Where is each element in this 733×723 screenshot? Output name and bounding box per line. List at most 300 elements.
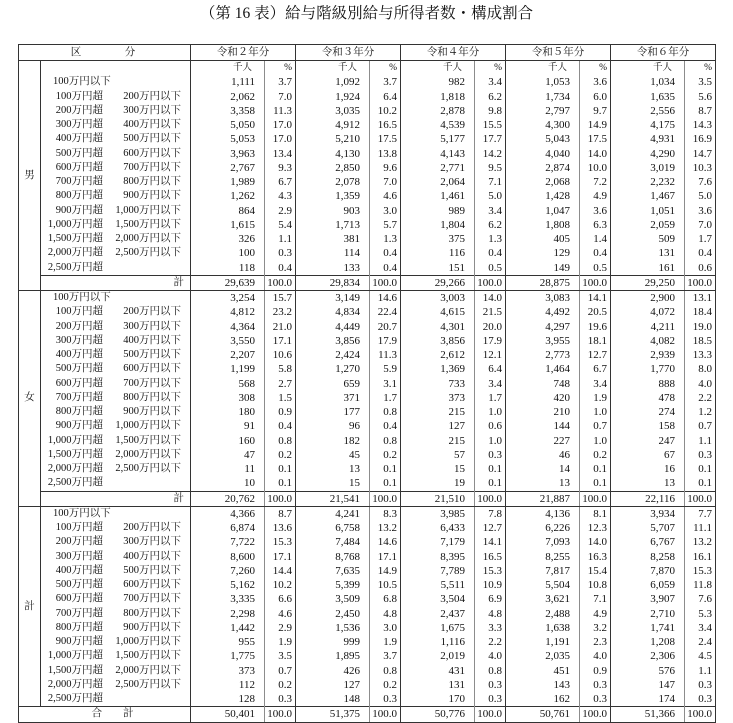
percent-cell: 0.9	[265, 405, 296, 419]
year-header: 令和３年分	[296, 45, 401, 61]
table-title: （第 16 表）給与階級別給与所得者数・構成割合	[199, 5, 534, 22]
percent-cell: 5.0	[475, 189, 506, 203]
percent-cell: 1.7	[685, 232, 716, 246]
bracket-label	[41, 448, 191, 462]
count-cell: 274	[611, 405, 685, 419]
subtotal-label: 計	[41, 275, 191, 290]
percent-cell: 0.1	[265, 476, 296, 491]
bracket-lower: 100万円超	[55, 306, 103, 318]
count-cell: 2,068	[506, 175, 580, 189]
percent-cell: 6.4	[370, 90, 401, 104]
percent-cell: 6.0	[580, 90, 611, 104]
count-cell: 568	[191, 377, 265, 391]
percent-cell: 3.4	[475, 75, 506, 89]
percent-cell: 13.8	[370, 147, 401, 161]
table-row	[19, 218, 716, 232]
percent-cell: 16.1	[685, 550, 716, 564]
count-cell: 371	[296, 391, 370, 405]
count-cell: 3,504	[401, 592, 475, 606]
bracket-lower: 400万円超	[55, 564, 103, 576]
count-cell: 6,226	[506, 521, 580, 535]
percent-cell: 2.2	[685, 391, 716, 405]
count-cell: 6,059	[611, 578, 685, 592]
count-cell: 373	[401, 391, 475, 405]
percent-cell: 16.5	[475, 550, 506, 564]
percent-cell: 1.5	[265, 391, 296, 405]
count-cell: 46	[506, 448, 580, 462]
percent-cell: 14.2	[475, 147, 506, 161]
bracket-label-wrap	[43, 622, 190, 634]
percent-cell: 1.0	[475, 405, 506, 419]
percent-cell: 5.0	[685, 189, 716, 203]
count-cell: 4,072	[611, 305, 685, 319]
bracket-lower: 2,000万円超	[47, 463, 103, 475]
percent-cell: 23.2	[265, 305, 296, 319]
bracket-label	[41, 564, 191, 578]
count-cell: 1,191	[506, 635, 580, 649]
percent-cell: 10.2	[370, 104, 401, 118]
subtotal-percent-cell: 100.0	[685, 491, 716, 506]
bracket-label	[41, 161, 191, 175]
bracket-label-wrap	[43, 233, 190, 245]
percent-cell: 7.6	[685, 175, 716, 189]
percent-cell: 6.6	[265, 592, 296, 606]
percent-cell: 4.6	[265, 607, 296, 621]
count-cell: 57	[401, 448, 475, 462]
count-cell: 4,040	[506, 147, 580, 161]
section-label: 計	[19, 506, 41, 707]
percent-cell: 0.7	[580, 419, 611, 433]
bracket-lower: 300万円超	[55, 334, 103, 346]
table-row	[19, 147, 716, 161]
count-cell: 15	[296, 476, 370, 491]
percent-cell: 1.1	[685, 434, 716, 448]
count-cell: 170	[401, 692, 475, 707]
subtotal-count-cell: 21,887	[506, 491, 580, 506]
count-cell: 161	[611, 261, 685, 276]
percent-cell: 1.1	[265, 232, 296, 246]
bracket-label	[41, 348, 191, 362]
bracket-label	[41, 621, 191, 635]
bracket-upper: 400万円以下	[123, 119, 181, 131]
percent-cell: 6.3	[580, 218, 611, 232]
percent-cell: 18.5	[685, 334, 716, 348]
count-cell: 3,856	[296, 334, 370, 348]
count-cell: 3,035	[296, 104, 370, 118]
count-cell: 7,722	[191, 535, 265, 549]
count-cell: 3,621	[506, 592, 580, 606]
subtotal-percent-cell: 100.0	[580, 491, 611, 506]
percent-cell: 0.8	[265, 434, 296, 448]
salary-bracket-table	[18, 44, 716, 723]
percent-cell: 2.7	[265, 377, 296, 391]
percent-cell: 4.9	[580, 189, 611, 203]
subtotal-percent-cell: 100.0	[265, 707, 296, 722]
count-cell: 4,364	[191, 320, 265, 334]
count-cell: 1,638	[506, 621, 580, 635]
subtotal-count-cell: 50,401	[191, 707, 265, 722]
count-cell: 3,509	[296, 592, 370, 606]
subtotal-label: 計	[41, 491, 191, 506]
percent-cell: 9.6	[370, 161, 401, 175]
count-cell: 8,395	[401, 550, 475, 564]
bracket-label-wrap	[43, 679, 190, 691]
bracket-upper: 700万円以下	[123, 377, 181, 389]
count-cell: 2,612	[401, 348, 475, 362]
percent-cell: 20.5	[580, 305, 611, 319]
count-cell: 2,850	[296, 161, 370, 175]
table-row	[19, 334, 716, 348]
percent-cell: 4.0	[685, 377, 716, 391]
bracket-upper: 500万円以下	[123, 564, 181, 576]
table-row	[19, 320, 716, 334]
count-cell: 2,306	[611, 649, 685, 663]
count-cell: 375	[401, 232, 475, 246]
bracket-label-wrap	[43, 636, 190, 648]
count-cell: 7,789	[401, 564, 475, 578]
bracket-label	[41, 607, 191, 621]
bracket-label-wrap	[43, 551, 190, 563]
percent-cell: 7.8	[475, 506, 506, 521]
bracket-label	[41, 218, 191, 232]
percent-cell: 15.3	[685, 564, 716, 578]
bracket-upper: 2,000万円以下	[115, 448, 181, 460]
bracket-lower: 1,000万円超	[47, 650, 103, 662]
count-cell: 955	[191, 635, 265, 649]
count-cell: 405	[506, 232, 580, 246]
year-header: 令和４年分	[401, 45, 506, 61]
table-row	[19, 592, 716, 606]
percent-cell: 4.8	[370, 607, 401, 621]
bracket-label-wrap	[43, 650, 190, 662]
bracket-label-wrap	[43, 349, 190, 361]
count-cell: 2,710	[611, 607, 685, 621]
percent-cell: 0.1	[685, 462, 716, 476]
percent-cell: 6.7	[265, 175, 296, 189]
percent-cell: 11.3	[370, 348, 401, 362]
table-row	[19, 90, 716, 104]
subtotal-percent-cell: 100.0	[475, 275, 506, 290]
percent-cell: 0.4	[370, 261, 401, 276]
bracket-upper: 300万円以下	[123, 320, 181, 332]
count-cell: 3,003	[401, 291, 475, 306]
count-cell: 67	[611, 448, 685, 462]
bracket-upper: 200万円以下	[123, 306, 181, 318]
percent-cell: 17.7	[475, 132, 506, 146]
bracket-label	[41, 132, 191, 146]
count-cell: 1,199	[191, 362, 265, 376]
percent-cell: 0.4	[370, 419, 401, 433]
bracket-label-wrap	[43, 306, 190, 318]
bracket-upper: 2,000万円以下	[115, 233, 181, 245]
bracket-upper: 2,500万円以下	[115, 247, 181, 259]
count-cell: 227	[506, 434, 580, 448]
bracket-label-wrap	[43, 176, 190, 188]
bracket-label	[41, 189, 191, 203]
table-row	[19, 578, 716, 592]
bracket-label	[41, 175, 191, 189]
percent-cell: 17.1	[265, 334, 296, 348]
count-cell: 2,207	[191, 348, 265, 362]
bracket-lower: 100万円以下	[53, 507, 111, 519]
count-cell: 7,260	[191, 564, 265, 578]
count-cell: 1,051	[611, 204, 685, 218]
count-cell: 1,464	[506, 362, 580, 376]
percent-cell: 1.3	[370, 232, 401, 246]
count-cell: 308	[191, 391, 265, 405]
percent-cell: 0.3	[370, 692, 401, 707]
percent-cell: 3.5	[265, 649, 296, 663]
bracket-label	[41, 320, 191, 334]
bracket-label	[41, 305, 191, 319]
percent-cell: 6.8	[370, 592, 401, 606]
percent-cell: 0.7	[265, 664, 296, 678]
count-cell: 112	[191, 678, 265, 692]
percent-cell: 4.5	[685, 649, 716, 663]
count-cell: 2,059	[611, 218, 685, 232]
table-row	[19, 521, 716, 535]
count-cell: 2,767	[191, 161, 265, 175]
percent-cell: 3.4	[580, 377, 611, 391]
subtotal-percent-cell: 100.0	[265, 491, 296, 506]
count-cell: 1,047	[506, 204, 580, 218]
percent-cell: 0.2	[580, 448, 611, 462]
percent-cell: 0.1	[685, 476, 716, 491]
percent-cell: 0.3	[685, 448, 716, 462]
percent-cell: 4.3	[265, 189, 296, 203]
bracket-lower: 2,500万円超	[47, 477, 103, 489]
count-cell: 16	[611, 462, 685, 476]
percent-cell: 9.3	[265, 161, 296, 175]
bracket-label-wrap	[43, 162, 190, 174]
percent-cell: 0.4	[265, 419, 296, 433]
count-cell: 6,767	[611, 535, 685, 549]
percent-cell: 7.2	[580, 175, 611, 189]
percent-cell: 0.5	[580, 261, 611, 276]
percent-cell: 7.0	[685, 218, 716, 232]
subtotal-count-cell: 21,510	[401, 491, 475, 506]
bracket-lower: 1,500万円超	[47, 448, 103, 460]
percent-cell: 7.1	[475, 175, 506, 189]
percent-cell: 0.3	[265, 692, 296, 707]
count-cell: 7,484	[296, 535, 370, 549]
count-cell: 1,359	[296, 189, 370, 203]
count-cell: 1,536	[296, 621, 370, 635]
percent-cell: 12.7	[475, 521, 506, 535]
percent-cell: 0.4	[580, 246, 611, 260]
bracket-label-wrap	[43, 363, 190, 375]
table-row	[19, 261, 716, 276]
count-cell: 4,912	[296, 118, 370, 132]
percent-cell: 14.6	[370, 535, 401, 549]
unit-percent-label: %	[265, 61, 296, 76]
count-cell: 13	[611, 476, 685, 491]
percent-cell: 7.0	[370, 175, 401, 189]
percent-cell: 3.6	[580, 75, 611, 89]
percent-cell: 19.0	[685, 320, 716, 334]
bracket-label-wrap	[43, 247, 190, 259]
bracket-upper: 300万円以下	[123, 104, 181, 116]
percent-cell: 0.8	[370, 664, 401, 678]
percent-cell: 1.0	[580, 405, 611, 419]
percent-cell: 15.5	[475, 118, 506, 132]
count-cell: 3,083	[506, 291, 580, 306]
count-cell: 1,741	[611, 621, 685, 635]
percent-cell: 0.8	[370, 405, 401, 419]
percent-cell: 13.6	[265, 521, 296, 535]
count-cell: 1,989	[191, 175, 265, 189]
bracket-label-wrap	[43, 205, 190, 217]
count-cell: 5,177	[401, 132, 475, 146]
bracket-label-wrap	[43, 392, 190, 404]
bracket-lower: 1,000万円超	[47, 218, 103, 230]
percent-cell: 3.0	[370, 204, 401, 218]
count-cell: 151	[401, 261, 475, 276]
table-row	[19, 535, 716, 549]
percent-cell: 2.9	[265, 204, 296, 218]
count-cell: 1,818	[401, 90, 475, 104]
percent-cell: 14.7	[685, 147, 716, 161]
count-cell: 127	[296, 678, 370, 692]
table-row	[19, 175, 716, 189]
count-cell: 1,775	[191, 649, 265, 663]
subtotal-percent-cell: 100.0	[370, 707, 401, 722]
count-cell: 3,358	[191, 104, 265, 118]
percent-cell: 8.1	[580, 506, 611, 521]
bracket-upper: 600万円以下	[123, 579, 181, 591]
percent-cell: 15.4	[580, 564, 611, 578]
count-cell: 6,758	[296, 521, 370, 535]
percent-cell: 5.4	[265, 218, 296, 232]
percent-cell: 3.7	[265, 75, 296, 89]
bracket-label	[41, 204, 191, 218]
table-row	[19, 564, 716, 578]
percent-cell: 1.1	[685, 664, 716, 678]
bracket-label	[41, 506, 191, 521]
bracket-label-wrap	[43, 148, 190, 160]
percent-cell: 3.6	[580, 204, 611, 218]
bracket-label	[41, 592, 191, 606]
count-cell: 116	[401, 246, 475, 260]
subtotal-count-cell: 50,776	[401, 707, 475, 722]
count-cell: 15	[401, 462, 475, 476]
bracket-label-blank	[41, 61, 191, 76]
header-row	[19, 45, 716, 61]
subtotal-percent-cell: 100.0	[685, 275, 716, 290]
bracket-label	[41, 578, 191, 592]
count-cell: 451	[506, 664, 580, 678]
unit-count-label: 千人	[401, 61, 475, 76]
percent-cell: 21.5	[475, 305, 506, 319]
table-row	[19, 104, 716, 118]
bracket-label	[41, 635, 191, 649]
count-cell: 47	[191, 448, 265, 462]
bracket-lower: 800万円超	[55, 406, 103, 418]
subtotal-count-cell: 29,639	[191, 275, 265, 290]
bracket-label	[41, 334, 191, 348]
subtotal-row	[19, 275, 716, 290]
section-label: 男	[19, 61, 41, 291]
percent-cell: 4.0	[475, 649, 506, 663]
count-cell: 10	[191, 476, 265, 491]
percent-cell: 14.9	[580, 118, 611, 132]
count-cell: 4,082	[611, 334, 685, 348]
percent-cell: 0.8	[475, 664, 506, 678]
count-cell: 431	[401, 664, 475, 678]
count-cell: 4,130	[296, 147, 370, 161]
percent-cell: 1.0	[580, 434, 611, 448]
count-cell: 19	[401, 476, 475, 491]
percent-cell: 14.9	[370, 564, 401, 578]
count-cell: 1,675	[401, 621, 475, 635]
percent-cell: 1.4	[580, 232, 611, 246]
bracket-upper: 1,500万円以下	[115, 218, 181, 230]
count-cell: 989	[401, 204, 475, 218]
count-cell: 1,442	[191, 621, 265, 635]
bracket-label-wrap	[43, 321, 190, 333]
table-row	[19, 377, 716, 391]
bracket-upper: 600万円以下	[123, 147, 181, 159]
percent-cell: 3.3	[475, 621, 506, 635]
bracket-lower: 200万円超	[55, 104, 103, 116]
bracket-label	[41, 678, 191, 692]
bracket-lower: 800万円超	[55, 621, 103, 633]
bracket-label-wrap	[43, 378, 190, 390]
count-cell: 5,707	[611, 521, 685, 535]
table-row	[19, 405, 716, 419]
count-cell: 1,713	[296, 218, 370, 232]
percent-cell: 0.3	[685, 678, 716, 692]
percent-cell: 17.1	[265, 550, 296, 564]
percent-cell: 0.6	[685, 261, 716, 276]
count-cell: 982	[401, 75, 475, 89]
count-cell: 1,770	[611, 362, 685, 376]
percent-cell: 10.6	[265, 348, 296, 362]
bracket-label	[41, 232, 191, 246]
count-cell: 131	[611, 246, 685, 260]
percent-cell: 0.1	[370, 462, 401, 476]
count-cell: 160	[191, 434, 265, 448]
count-cell: 3,955	[506, 334, 580, 348]
percent-cell: 17.9	[475, 334, 506, 348]
count-cell: 1,895	[296, 649, 370, 663]
category-header: 区 分	[19, 45, 191, 61]
bracket-upper: 400万円以下	[123, 334, 181, 346]
percent-cell: 22.4	[370, 305, 401, 319]
bracket-label-wrap	[43, 477, 190, 489]
subtotal-count-cell: 51,366	[611, 707, 685, 722]
count-cell: 3,934	[611, 506, 685, 521]
year-header: 令和６年分	[611, 45, 716, 61]
count-cell: 576	[611, 664, 685, 678]
percent-cell: 3.4	[475, 204, 506, 218]
bracket-lower: 1,500万円超	[47, 664, 103, 676]
subtotal-percent-cell: 100.0	[475, 707, 506, 722]
count-cell: 864	[191, 204, 265, 218]
count-cell: 4,834	[296, 305, 370, 319]
bracket-label-wrap	[43, 693, 190, 705]
percent-cell: 15.3	[475, 564, 506, 578]
bracket-label-wrap	[43, 579, 190, 591]
subtotal-percent-cell: 100.0	[475, 491, 506, 506]
year-header: 令和２年分	[191, 45, 296, 61]
count-cell: 1,262	[191, 189, 265, 203]
subtotal-count-cell: 29,834	[296, 275, 370, 290]
percent-cell: 20.0	[475, 320, 506, 334]
subtotal-count-cell: 51,375	[296, 707, 370, 722]
percent-cell: 1.9	[370, 635, 401, 649]
percent-cell: 0.6	[475, 419, 506, 433]
